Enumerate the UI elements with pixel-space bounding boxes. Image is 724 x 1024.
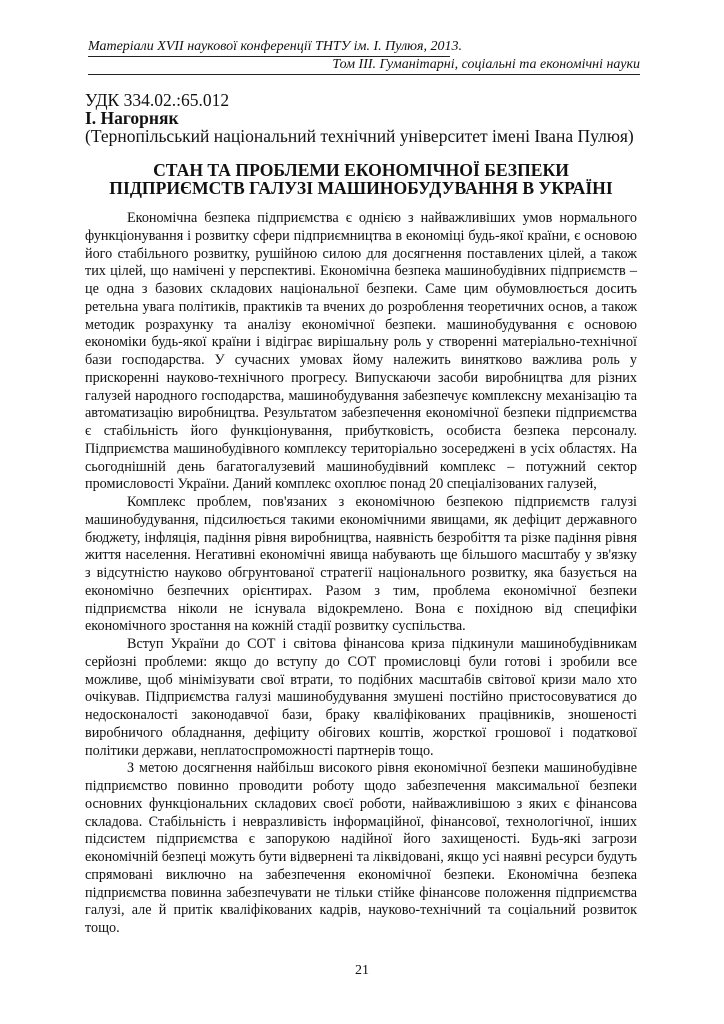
body-paragraph: Комплекс проблем, пов'язаних з економічною безпекою підприємств галузі машинобудування, підсилюється такими економічними явищами, як дефіцит державного бюджету, інфляція, падіння рівня виробництва, наявність безробіття та різке падіння рівня життя населення. Негативні економічні явища набувають ще більшого масштабу у зв'язку з відсутністю науково обгрунтованої стратегії національного розвитку, яка базується на економічно безпечних орієнтирах. Разом з тим, проблема економічної безпеки підприємства ніколи не існувала відокремлено. Вона є похідною від специфіки економічного зростання на кожній стадії розвитку суспільства. <box>85 494 637 635</box>
header-underline-2 <box>88 74 640 75</box>
running-header-volume: Том ІІІ. Гуманітарні, соціальні та економічні науки <box>332 57 640 72</box>
author-name: І. Нагорняк <box>85 108 179 128</box>
running-header-conference: Матеріали XVII наукової конференції ТНТУ ім. І. Пулюя, 2013. <box>88 39 463 54</box>
body-paragraph: Вступ України до СОТ і світова фінансова криза підкинули машинобудівникам серйозні проблеми: якщо до вступу до СОТ промисловці були готові і зробили все можливе, щоб мінімізувати свої втрати, то подібних масштабів світової кризи мало хто очікував. Підприємства галузі машинобудування змушені постійно пристосовуватися до недосконалості законодавчої бази, браку кваліфікованих працівників, зношеності виробничого обладнання, дефіциту обігових коштів, жорсткої грошової і податкової політики держави, неплатоспроможності партнерів тощо. <box>85 636 637 759</box>
body-paragraph: Економічна безпека підприємства є однією з найважливіших умов нормального функціонування і розвитку сфери підприємництва в економіці будь-якої країни, є основою його стабільного розвитку, рушійною силою для досягнення поставлених цілей, а також тих цілей, що намічені у перспективі. Економічна безпека машинобудівних підприємств – це одна з базових складових національної безпеки. Саме цим обумовлюється досить ретельна увага політиків, практиків та вчених до розроблення теоретичних основ, а також методик розрахунку та аналізу економічної безпеки. машинобудування є основою економіки будь-якої країни і відіграє вирішальну роль у створенні матеріально-технічної бази господарства. У сучасних умовах йому належить винятково важлива роль у прискоренні науково-технічного прогресу. Випускаючи засоби виробництва для різних галузей народного господарства, машинобудування забезпечує комплексну механізацію та автоматизацію виробництва. Результатом забезпечення економічної безпеки підприємства є стабільність його функціонування, прибутковість, особиста безпека персоналу. Підприємства машинобудівного комплексу територіально зосереджені в усіх областях. На сьогоднішній день багатогалузевий машинобудівний комплекс – потужний сектор промисловості України. Даний комплекс охоплює понад 20 спеціалізованих галузей, <box>85 210 637 493</box>
article-title-line-2: ПІДПРИЄМСТВ ГАЛУЗІ МАШИНОБУДУВАННЯ В УКРАЇНІ <box>109 178 613 198</box>
author-affiliation: (Тернопільський національний технічний університет імені Івана Пулюя) <box>85 126 634 146</box>
article-title-line-1: СТАН ТА ПРОБЛЕМИ ЕКОНОМІЧНОЇ БЕЗПЕКИ <box>153 160 569 180</box>
body-paragraph: З метою досягнення найбільш високого рівня економічної безпеки машинобудівне підприємство повинно проводити роботу щодо забезпечення максимальної безпеки основних функціональних складових своєї роботи, найважливішою з яких є фінансова складова. Стабільність і невразливість інформаційної, фінансової, технологічної, інших підсистем підприємства є запорукою надійної його захищеності. Будь-які загрози економічній безпеці можуть бути відвернені та ліквідовані, якщо усі наявні ресурси будуть спрямовані виключно на забезпечення економічної безпеки. Економічна безпека підприємства повинна забезпечувати не тільки стійке фінансове положення підприємства галузі, але й притік кваліфікованих кадрів, науково-технічний та соціальний розвиток тощо. <box>85 760 637 936</box>
udk-code: УДК 334.02.:65.012 <box>85 90 230 110</box>
article-body <box>85 210 637 938</box>
page-number: 21 <box>355 963 369 978</box>
